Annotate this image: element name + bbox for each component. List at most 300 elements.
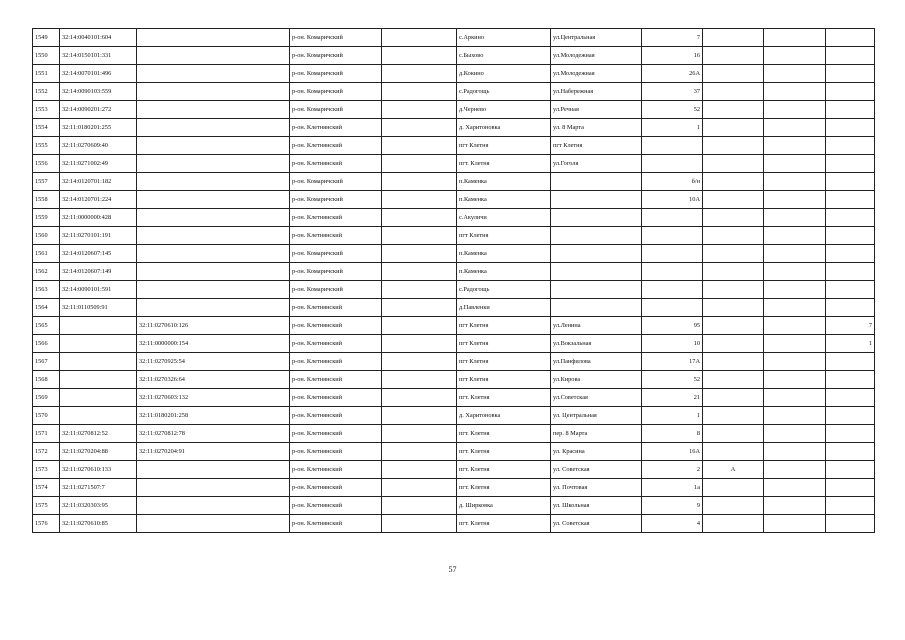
blank-col-2-cell: [764, 29, 826, 47]
settlement-cell: п.Каменка: [457, 191, 551, 209]
table-row: [33, 281, 875, 299]
building-letter-cell: [703, 317, 764, 335]
cadastral-number-cell: 32:14:0090101:591: [60, 281, 137, 299]
blank-col-2-cell: [764, 191, 826, 209]
blank-col-2-cell: [764, 371, 826, 389]
building-letter-cell: А: [703, 461, 764, 479]
street-cell: ул.Кирова: [551, 371, 642, 389]
blank-col-cell: [382, 371, 457, 389]
row-number-cell: 1556: [33, 155, 60, 173]
blank-col-cell: [382, 389, 457, 407]
table-row: [33, 119, 875, 137]
cadastral-number-cell: 32:11:0270610:133: [60, 461, 137, 479]
row-number-cell: 1566: [33, 335, 60, 353]
cadastral-number-2-cell: [137, 119, 290, 137]
cadastral-number-cell: 32:11:0320303:95: [60, 497, 137, 515]
building-letter-cell: [703, 353, 764, 371]
blank-col-cell: [382, 137, 457, 155]
district-cell: р-он. Комаричский: [290, 263, 382, 281]
row-number-cell: 1575: [33, 497, 60, 515]
house-number-cell: 2: [642, 461, 703, 479]
extra-value-cell: [826, 155, 875, 173]
cadastral-number-2-cell: [137, 245, 290, 263]
table-row: [33, 245, 875, 263]
building-letter-cell: [703, 479, 764, 497]
district-cell: р-он. Клетнянский: [290, 515, 382, 533]
table-row: [33, 407, 875, 425]
cadastral-number-2-cell: [137, 263, 290, 281]
cadastral-number-2-cell: [137, 227, 290, 245]
street-cell: [551, 191, 642, 209]
extra-value-cell: [826, 425, 875, 443]
house-number-cell: [642, 209, 703, 227]
blank-col-2-cell: [764, 335, 826, 353]
row-number-cell: 1559: [33, 209, 60, 227]
table-row: [33, 335, 875, 353]
extra-value-cell: [826, 65, 875, 83]
row-number-cell: 1549: [33, 29, 60, 47]
cadastral-number-2-cell: [137, 65, 290, 83]
table-row: [33, 191, 875, 209]
records-table: [32, 28, 875, 533]
street-cell: ул.Ленина: [551, 317, 642, 335]
blank-col-cell: [382, 317, 457, 335]
row-number-cell: 1570: [33, 407, 60, 425]
blank-col-2-cell: [764, 299, 826, 317]
table-row: [33, 83, 875, 101]
row-number-cell: 1554: [33, 119, 60, 137]
blank-col-cell: [382, 335, 457, 353]
settlement-cell: с.Акуличи: [457, 209, 551, 227]
building-letter-cell: [703, 101, 764, 119]
blank-col-cell: [382, 191, 457, 209]
building-letter-cell: [703, 281, 764, 299]
cadastral-number-2-cell: [137, 461, 290, 479]
row-number-cell: 1557: [33, 173, 60, 191]
blank-col-cell: [382, 407, 457, 425]
table-row: [33, 227, 875, 245]
blank-col-cell: [382, 227, 457, 245]
building-letter-cell: [703, 137, 764, 155]
blank-col-2-cell: [764, 443, 826, 461]
house-number-cell: [642, 245, 703, 263]
district-cell: р-он. Клетнянский: [290, 425, 382, 443]
cadastral-number-cell: 32:11:0110509:91: [60, 299, 137, 317]
house-number-cell: 10А: [642, 191, 703, 209]
settlement-cell: пгт Клетня: [457, 137, 551, 155]
blank-col-2-cell: [764, 515, 826, 533]
settlement-cell: п.Каменка: [457, 245, 551, 263]
cadastral-number-cell: [60, 353, 137, 371]
table-row: [33, 353, 875, 371]
house-number-cell: 52: [642, 371, 703, 389]
street-cell: ул. Центральная: [551, 407, 642, 425]
blank-col-cell: [382, 497, 457, 515]
row-number-cell: 1551: [33, 65, 60, 83]
table-row: [33, 317, 875, 335]
district-cell: р-он. Клетнянский: [290, 371, 382, 389]
row-number-cell: 1553: [33, 101, 60, 119]
cadastral-number-2-cell: 32:11:0270326:64: [137, 371, 290, 389]
building-letter-cell: [703, 65, 764, 83]
district-cell: р-он. Комаричский: [290, 47, 382, 65]
building-letter-cell: [703, 155, 764, 173]
cadastral-number-2-cell: [137, 155, 290, 173]
house-number-cell: 17А: [642, 353, 703, 371]
building-letter-cell: [703, 425, 764, 443]
row-number-cell: 1567: [33, 353, 60, 371]
street-cell: [551, 263, 642, 281]
house-number-cell: 37: [642, 83, 703, 101]
district-cell: р-он. Клетнянский: [290, 353, 382, 371]
settlement-cell: пгт Клетня: [457, 371, 551, 389]
blank-col-cell: [382, 353, 457, 371]
table-row: [33, 425, 875, 443]
extra-value-cell: [826, 443, 875, 461]
cadastral-number-cell: 32:11:0000000:428: [60, 209, 137, 227]
house-number-cell: 52: [642, 101, 703, 119]
cadastral-number-cell: 32:14:0150101:331: [60, 47, 137, 65]
street-cell: [551, 281, 642, 299]
district-cell: р-он. Комаричский: [290, 281, 382, 299]
district-cell: р-он. Клетнянский: [290, 497, 382, 515]
cadastral-number-2-cell: [137, 281, 290, 299]
street-cell: ул.Гоголя: [551, 155, 642, 173]
street-cell: ул. Советская: [551, 461, 642, 479]
cadastral-number-cell: 32:11:0271507:7: [60, 479, 137, 497]
extra-value-cell: [826, 515, 875, 533]
table-row: [33, 389, 875, 407]
table-row: [33, 29, 875, 47]
blank-col-2-cell: [764, 65, 826, 83]
settlement-cell: д.Чернево: [457, 101, 551, 119]
extra-value-cell: [826, 137, 875, 155]
district-cell: р-он. Комаричский: [290, 65, 382, 83]
cadastral-number-2-cell: [137, 137, 290, 155]
blank-col-cell: [382, 29, 457, 47]
row-number-cell: 1564: [33, 299, 60, 317]
blank-col-cell: [382, 281, 457, 299]
street-cell: [551, 173, 642, 191]
settlement-cell: пгт Клетня: [457, 335, 551, 353]
blank-col-cell: [382, 443, 457, 461]
street-cell: ул. Красина: [551, 443, 642, 461]
extra-value-cell: 1: [826, 335, 875, 353]
blank-col-cell: [382, 119, 457, 137]
blank-col-2-cell: [764, 317, 826, 335]
district-cell: р-он. Клетнянский: [290, 299, 382, 317]
district-cell: р-он. Клетнянский: [290, 209, 382, 227]
district-cell: р-он. Комаричский: [290, 101, 382, 119]
district-cell: р-он. Клетнянский: [290, 317, 382, 335]
building-letter-cell: [703, 371, 764, 389]
row-number-cell: 1573: [33, 461, 60, 479]
street-cell: ул.Речная: [551, 101, 642, 119]
extra-value-cell: [826, 191, 875, 209]
blank-col-2-cell: [764, 425, 826, 443]
cadastral-number-cell: 32:11:0270610:85: [60, 515, 137, 533]
house-number-cell: 21: [642, 389, 703, 407]
cadastral-number-2-cell: [137, 209, 290, 227]
blank-col-cell: [382, 47, 457, 65]
cadastral-number-cell: 32:11:0270609:40: [60, 137, 137, 155]
extra-value-cell: [826, 47, 875, 65]
building-letter-cell: [703, 515, 764, 533]
street-cell: ул.Набережная: [551, 83, 642, 101]
street-cell: ул. 8 Марта: [551, 119, 642, 137]
building-letter-cell: [703, 227, 764, 245]
blank-col-2-cell: [764, 389, 826, 407]
cadastral-number-2-cell: 32:11:0180201:258: [137, 407, 290, 425]
district-cell: р-он. Клетнянский: [290, 407, 382, 425]
blank-col-cell: [382, 425, 457, 443]
house-number-cell: 7: [642, 29, 703, 47]
district-cell: р-он. Клетнянский: [290, 479, 382, 497]
blank-col-2-cell: [764, 227, 826, 245]
table-row: [33, 137, 875, 155]
extra-value-cell: [826, 371, 875, 389]
cadastral-number-2-cell: 32:11:0270610:126: [137, 317, 290, 335]
cadastral-number-cell: 32:14:0070101:496: [60, 65, 137, 83]
blank-col-2-cell: [764, 353, 826, 371]
table-row: [33, 65, 875, 83]
cadastral-number-2-cell: [137, 101, 290, 119]
district-cell: р-он. Комаричский: [290, 191, 382, 209]
cadastral-number-cell: 32:14:0040101:604: [60, 29, 137, 47]
cadastral-number-cell: 32:14:0120607:149: [60, 263, 137, 281]
row-number-cell: 1561: [33, 245, 60, 263]
settlement-cell: д. Ширковка: [457, 497, 551, 515]
building-letter-cell: [703, 263, 764, 281]
row-number-cell: 1574: [33, 479, 60, 497]
cadastral-number-2-cell: [137, 173, 290, 191]
house-number-cell: 10: [642, 335, 703, 353]
cadastral-number-cell: [60, 317, 137, 335]
extra-value-cell: [826, 29, 875, 47]
row-number-cell: 1555: [33, 137, 60, 155]
cadastral-number-cell: 32:14:0120607:145: [60, 245, 137, 263]
house-number-cell: 95: [642, 317, 703, 335]
blank-col-2-cell: [764, 479, 826, 497]
cadastral-number-2-cell: [137, 497, 290, 515]
district-cell: р-он. Клетнянский: [290, 119, 382, 137]
blank-col-2-cell: [764, 209, 826, 227]
blank-col-2-cell: [764, 497, 826, 515]
street-cell: ул.Советская: [551, 389, 642, 407]
settlement-cell: пгт. Клетня: [457, 461, 551, 479]
settlement-cell: д.Павленки: [457, 299, 551, 317]
building-letter-cell: [703, 191, 764, 209]
street-cell: пер. 8 Марта: [551, 425, 642, 443]
cadastral-number-cell: 32:14:0120701:182: [60, 173, 137, 191]
house-number-cell: 4: [642, 515, 703, 533]
street-cell: ул.Молодежная: [551, 65, 642, 83]
extra-value-cell: [826, 479, 875, 497]
cadastral-number-2-cell: [137, 29, 290, 47]
cadastral-number-2-cell: [137, 479, 290, 497]
street-cell: [551, 245, 642, 263]
blank-col-cell: [382, 461, 457, 479]
cadastral-number-2-cell: 32:11:0270603:132: [137, 389, 290, 407]
house-number-cell: [642, 137, 703, 155]
building-letter-cell: [703, 497, 764, 515]
settlement-cell: с.Быхово: [457, 47, 551, 65]
extra-value-cell: [826, 173, 875, 191]
building-letter-cell: [703, 209, 764, 227]
house-number-cell: 26А: [642, 65, 703, 83]
district-cell: р-он. Клетнянский: [290, 155, 382, 173]
extra-value-cell: [826, 119, 875, 137]
blank-col-2-cell: [764, 407, 826, 425]
settlement-cell: п.Каменка: [457, 173, 551, 191]
cadastral-number-2-cell: [137, 191, 290, 209]
cadastral-number-cell: 32:11:0180201:255: [60, 119, 137, 137]
extra-value-cell: 7: [826, 317, 875, 335]
settlement-cell: пгт. Клетня: [457, 389, 551, 407]
row-number-cell: 1576: [33, 515, 60, 533]
extra-value-cell: [826, 245, 875, 263]
extra-value-cell: [826, 227, 875, 245]
cadastral-number-2-cell: 32:11:0000000:154: [137, 335, 290, 353]
blank-col-2-cell: [764, 137, 826, 155]
extra-value-cell: [826, 83, 875, 101]
house-number-cell: [642, 281, 703, 299]
house-number-cell: б/н: [642, 173, 703, 191]
settlement-cell: пгт Клетня: [457, 353, 551, 371]
cadastral-number-cell: 32:11:0270812:52: [60, 425, 137, 443]
table-row: [33, 47, 875, 65]
table-row: [33, 155, 875, 173]
building-letter-cell: [703, 335, 764, 353]
street-cell: ул.Центральная: [551, 29, 642, 47]
district-cell: р-он. Комаричский: [290, 83, 382, 101]
blank-col-2-cell: [764, 461, 826, 479]
blank-col-2-cell: [764, 101, 826, 119]
building-letter-cell: [703, 299, 764, 317]
blank-col-2-cell: [764, 119, 826, 137]
settlement-cell: с.Радогощь: [457, 83, 551, 101]
street-cell: ул. Советская: [551, 515, 642, 533]
settlement-cell: п.Каменка: [457, 263, 551, 281]
cadastral-number-cell: 32:14:0090201:272: [60, 101, 137, 119]
blank-col-cell: [382, 479, 457, 497]
street-cell: ул.Панфилова: [551, 353, 642, 371]
extra-value-cell: [826, 461, 875, 479]
cadastral-number-2-cell: 32:11:0270812:78: [137, 425, 290, 443]
street-cell: ул.Молодежная: [551, 47, 642, 65]
building-letter-cell: [703, 47, 764, 65]
extra-value-cell: [826, 263, 875, 281]
extra-value-cell: [826, 353, 875, 371]
cadastral-number-2-cell: 32:11:0270925:54: [137, 353, 290, 371]
row-number-cell: 1569: [33, 389, 60, 407]
table-row: [33, 209, 875, 227]
house-number-cell: 1: [642, 119, 703, 137]
blank-col-cell: [382, 155, 457, 173]
street-cell: [551, 299, 642, 317]
district-cell: р-он. Клетнянский: [290, 137, 382, 155]
extra-value-cell: [826, 389, 875, 407]
district-cell: р-он. Клетнянский: [290, 461, 382, 479]
blank-col-cell: [382, 83, 457, 101]
table-row: [33, 497, 875, 515]
house-number-cell: [642, 155, 703, 173]
settlement-cell: с.Аркино: [457, 29, 551, 47]
page-number: 57: [448, 565, 457, 574]
blank-col-cell: [382, 515, 457, 533]
settlement-cell: д. Харитоновка: [457, 119, 551, 137]
street-cell: пгт Клетня: [551, 137, 642, 155]
cadastral-number-2-cell: 32:11:0270204:91: [137, 443, 290, 461]
building-letter-cell: [703, 173, 764, 191]
cadastral-number-2-cell: [137, 83, 290, 101]
cadastral-number-cell: 32:14:0120701:224: [60, 191, 137, 209]
blank-col-cell: [382, 173, 457, 191]
blank-col-cell: [382, 65, 457, 83]
blank-col-cell: [382, 101, 457, 119]
cadastral-number-2-cell: [137, 299, 290, 317]
table-row: [33, 263, 875, 281]
extra-value-cell: [826, 497, 875, 515]
row-number-cell: 1558: [33, 191, 60, 209]
extra-value-cell: [826, 281, 875, 299]
settlement-cell: д. Харитоновка: [457, 407, 551, 425]
building-letter-cell: [703, 29, 764, 47]
cadastral-number-cell: 32:11:0270101:191: [60, 227, 137, 245]
cadastral-number-cell: [60, 371, 137, 389]
table-row: [33, 479, 875, 497]
district-cell: р-он. Комаричский: [290, 29, 382, 47]
settlement-cell: д.Кокино: [457, 65, 551, 83]
house-number-cell: 1: [642, 407, 703, 425]
house-number-cell: [642, 227, 703, 245]
district-cell: р-он. Комаричский: [290, 245, 382, 263]
settlement-cell: пгт Клетня: [457, 227, 551, 245]
street-cell: ул. Почтовая: [551, 479, 642, 497]
table-row: [33, 101, 875, 119]
building-letter-cell: [703, 443, 764, 461]
blank-col-cell: [382, 263, 457, 281]
district-cell: р-он. Клетнянский: [290, 335, 382, 353]
house-number-cell: 16А: [642, 443, 703, 461]
row-number-cell: 1572: [33, 443, 60, 461]
house-number-cell: 16: [642, 47, 703, 65]
street-cell: ул. Школьная: [551, 497, 642, 515]
building-letter-cell: [703, 389, 764, 407]
cadastral-number-cell: 32:11:0270204:88: [60, 443, 137, 461]
records-table-body: [33, 29, 875, 533]
settlement-cell: с.Радогощь: [457, 281, 551, 299]
blank-col-cell: [382, 209, 457, 227]
row-number-cell: 1565: [33, 317, 60, 335]
building-letter-cell: [703, 245, 764, 263]
table-row: [33, 443, 875, 461]
street-cell: [551, 209, 642, 227]
table-row: [33, 371, 875, 389]
house-number-cell: [642, 263, 703, 281]
building-letter-cell: [703, 407, 764, 425]
table-row: [33, 515, 875, 533]
extra-value-cell: [826, 407, 875, 425]
house-number-cell: 8: [642, 425, 703, 443]
blank-col-cell: [382, 299, 457, 317]
settlement-cell: пгт. Клетня: [457, 155, 551, 173]
table-row: [33, 461, 875, 479]
extra-value-cell: [826, 101, 875, 119]
extra-value-cell: [826, 299, 875, 317]
row-number-cell: 1571: [33, 425, 60, 443]
house-number-cell: 9: [642, 497, 703, 515]
